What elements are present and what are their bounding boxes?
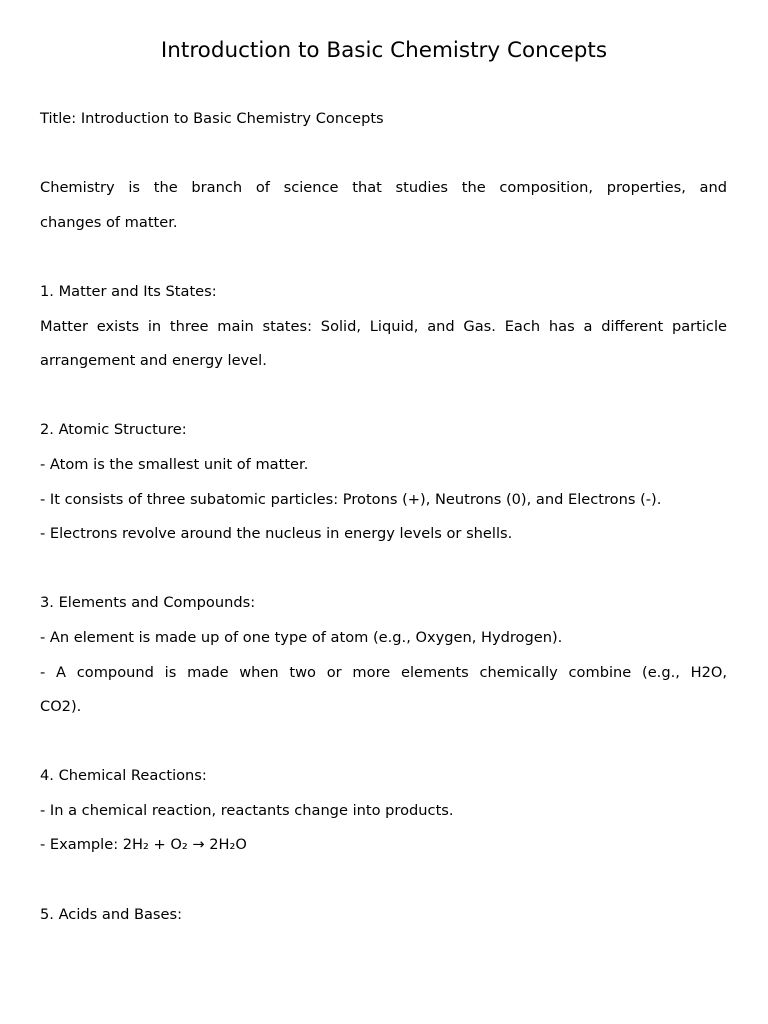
- list-item: - In a chemical reaction, reactants change into products.: [40, 801, 454, 819]
- page-title: Introduction to Basic Chemistry Concepts: [160, 38, 608, 63]
- list-item: - An element is made up of one type of atom (e.g., Oxygen, Hydrogen).: [40, 628, 563, 646]
- list-item: - Example: 2H₂ + O₂ → 2H₂O: [40, 836, 247, 854]
- paragraph-line: Matter exists in three main states: Solid, Liquid, and Gas. Each has a different particle: [40, 317, 727, 335]
- spacer: [40, 863, 727, 898]
- list-item: - A compound is made when two or more elements chemically combine (e.g., H2O,: [40, 663, 727, 681]
- intro-line-2: changes of matter.: [40, 213, 178, 231]
- spacer: [40, 552, 727, 587]
- section-heading-elements-compounds: 3. Elements and Compounds:: [40, 594, 256, 612]
- list-item-continuation: CO2).: [40, 698, 82, 716]
- spacer: [40, 137, 727, 172]
- list-item: - It consists of three subatomic particles: Protons (+), Neutrons (0), and Electrons (-).: [40, 490, 662, 508]
- section-heading-matter: 1. Matter and Its States:: [40, 282, 217, 300]
- section-heading-acids-bases: 5. Acids and Bases:: [40, 905, 183, 923]
- paragraph-line: arrangement and energy level.: [40, 352, 267, 370]
- document-body: [40, 102, 727, 932]
- intro-line-1: Chemistry is the branch of science that studies the composition, properties, and: [40, 179, 727, 197]
- section-heading-atomic-structure: 2. Atomic Structure:: [40, 421, 187, 439]
- spacer: [40, 379, 727, 414]
- section-heading-chemical-reactions: 4. Chemical Reactions:: [40, 767, 207, 785]
- title-line: Title: Introduction to Basic Chemistry Concepts: [40, 110, 384, 127]
- spacer: [40, 240, 727, 275]
- list-item: - Atom is the smallest unit of matter.: [40, 455, 309, 473]
- spacer: [40, 725, 727, 760]
- list-item: - Electrons revolve around the nucleus in energy levels or shells.: [40, 525, 513, 543]
